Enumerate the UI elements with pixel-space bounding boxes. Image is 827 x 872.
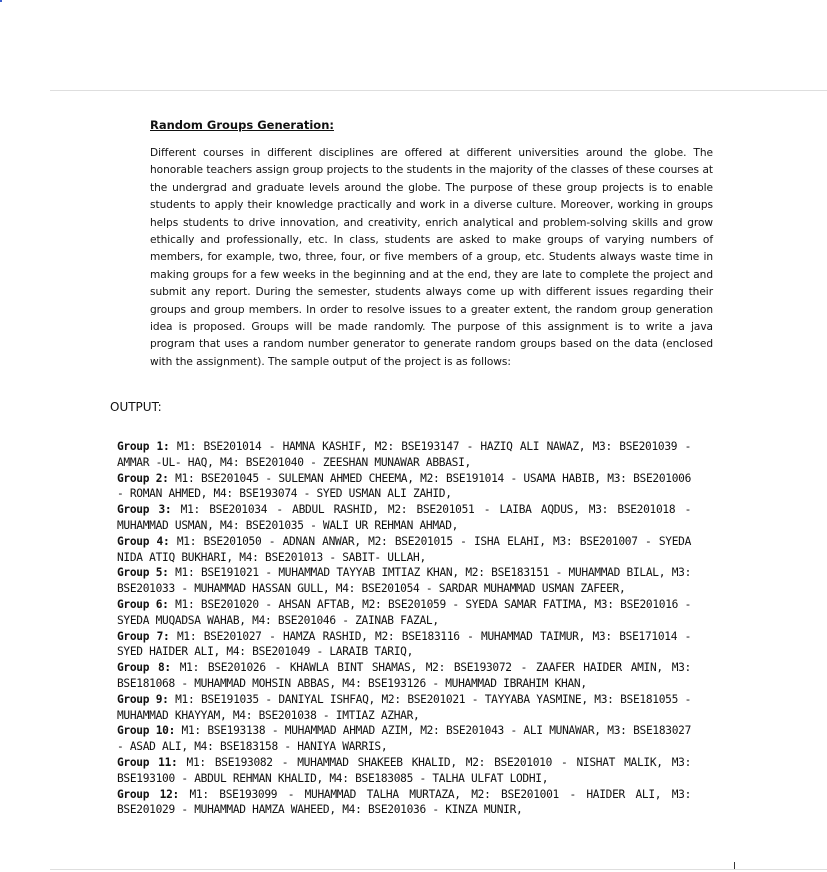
group-members: M1: BSE193138 - MUHAMMAD AHMAD AZIM, M2: BSE201043 - ALI MUNAWAR, M3: BSE183027 - ASAD ALI, M4: BSE183158 - HANIYA WARRIS, <box>117 724 692 754</box>
group-entry <box>117 660 691 692</box>
group-entry <box>117 755 691 787</box>
group-entry <box>117 471 691 503</box>
group-label: Group 8: <box>117 661 171 675</box>
output-label: OUTPUT: <box>110 400 162 414</box>
group-entry <box>117 439 691 471</box>
group-entry <box>117 565 691 597</box>
group-entry <box>117 502 691 534</box>
group-entry <box>117 597 691 629</box>
group-entry <box>117 534 691 566</box>
corner-marker <box>0 0 2 2</box>
group-members: M1: BSE201045 - SULEMAN AHMED CHEEMA, M2: BSE191014 - USAMA HABIB, M3: BSE201006 - ROMAN AHMED, M4: BSE193074 - SYED USMAN ALI ZAHID, <box>117 471 692 501</box>
group-members: M1: BSE201014 - HAMNA KASHIF, M2: BSE193147 - HAZIQ ALI NAWAZ, M3: BSE201039 - AMMAR -UL- HAQ, M4: BSE201040 - ZEESHAN MUNAWAR ABBASI, <box>117 440 692 469</box>
group-label: Group 1: <box>117 440 170 453</box>
group-entry <box>117 629 691 661</box>
section-heading: Random Groups Generation: <box>150 118 334 132</box>
group-entry <box>117 723 691 755</box>
group-members: M1: BSE201020 - AHSAN AFTAB, M2: BSE201059 - SYEDA SAMAR FATIMA, M3: BSE201016 - SYEDA MUQADSA WAHAB, M4: BSE201046 - ZAINAB FAZAL, <box>117 597 692 627</box>
group-label: Group 2: <box>117 471 169 485</box>
group-label: Group 11: <box>117 755 178 769</box>
text-cursor <box>734 862 735 869</box>
group-label: Group 12: <box>117 787 179 801</box>
group-members: M1: BSE201027 - HAMZA RASHID, M2: BSE183116 - MUHAMMAD TAIMUR, M3: BSE171014 - SYED HAIDER ALI, M4: BSE201049 - LARAIB TARIQ, <box>117 629 692 659</box>
group-members: M1: BSE191035 - DANIYAL ISHFAQ, M2: BSE201021 - TAYYABA YASMINE, M3: BSE181055 - MUHAMMAD KHAYYAM, M4: BSE201038 - IMTIAZ AZHAR, <box>117 692 692 722</box>
group-label: Group 10: <box>117 724 176 738</box>
groups-list <box>117 439 691 818</box>
group-members: M1: BSE201034 - ABDUL RASHID, M2: BSE201051 - LAIBA AQDUS, M3: BSE201018 - MUHAMMAD USMAN, M4: BSE201035 - WALI UR REHMAN AHMAD, <box>117 503 692 532</box>
group-members: M1: BSE191021 - MUHAMMAD TAYYAB IMTIAZ KHAN, M2: BSE183151 - MUHAMMAD BILAL, M3: BSE201033 - MUHAMMAD HASSAN GULL, M4: BSE201054 - SARDAR MUHAMMAD USMAN ZAFEER, <box>117 566 692 596</box>
group-label: Group 4: <box>117 534 170 548</box>
page-bottom-border <box>50 869 827 870</box>
group-members: M1: BSE193099 - MUHAMMAD TALHA MURTAZA, M2: BSE201001 - HAIDER ALI, M3: BSE201029 - MUHAMMAD HAMZA WAHEED, M4: BSE201036 - KINZA MUNIR, <box>117 787 692 817</box>
group-members: M1: BSE201026 - KHAWLA BINT SHAMAS, M2: BSE193072 - ZAAFER HAIDER AMIN, M3: BSE181068 - MUHAMMAD MOHSIN ABBAS, M4: BSE193126 - MUHAMMAD IBRAHIM KHAN, <box>117 661 691 690</box>
group-entry <box>117 692 691 724</box>
group-label: Group 9: <box>117 692 169 706</box>
group-label: Group 7: <box>117 629 170 643</box>
intro-paragraph: Different courses in different disciplines are offered at different universities around the globe. The honorable teachers assign group projects to the students in the majority of the classes of these courses at the undergrad and graduate levels around the globe. The purpose of these group projects is to enable students to apply their knowledge practically and work in a diverse culture. Moreover, working in groups helps students to drive innovation, and creativity, enrich analytical and problem-solving skills and grow ethically and professionally, etc. In class, students are asked to make groups of varying numbers of members, for example, two, three, four, or five members of a group, etc. Students always waste time in making groups for a few weeks in the beginning and at the end, they are late to complete the project and submit any report. During the semester, students always come up with different issues regarding their groups and group members. In order to resolve issues to a greater extent, the random group generation idea is proposed. Groups will be made randomly. The purpose of this assignment is to write a java program that uses a random number generator to generate random groups based on the data (enclosed with the assignment). The sample output of the project is as follows: <box>150 147 713 368</box>
group-members: M1: BSE193082 - MUHAMMAD SHAKEEB KHALID, M2: BSE201010 - NISHAT MALIK, M3: BSE193100 - ABDUL REHMAN KHALID, M4: BSE183085 - TALHA ULFAT LODHI, <box>117 755 692 785</box>
page-top-border <box>50 90 827 91</box>
group-label: Group 5: <box>117 566 169 580</box>
group-entry <box>117 787 691 819</box>
group-members: M1: BSE201050 - ADNAN ANWAR, M2: BSE201015 - ISHA ELAHI, M3: BSE201007 - SYEDA NIDA ATIQ BUKHARI, M4: BSE201013 - SABIT- ULLAH, <box>117 534 692 564</box>
group-label: Group 3: <box>117 503 172 517</box>
group-label: Group 6: <box>117 597 169 611</box>
